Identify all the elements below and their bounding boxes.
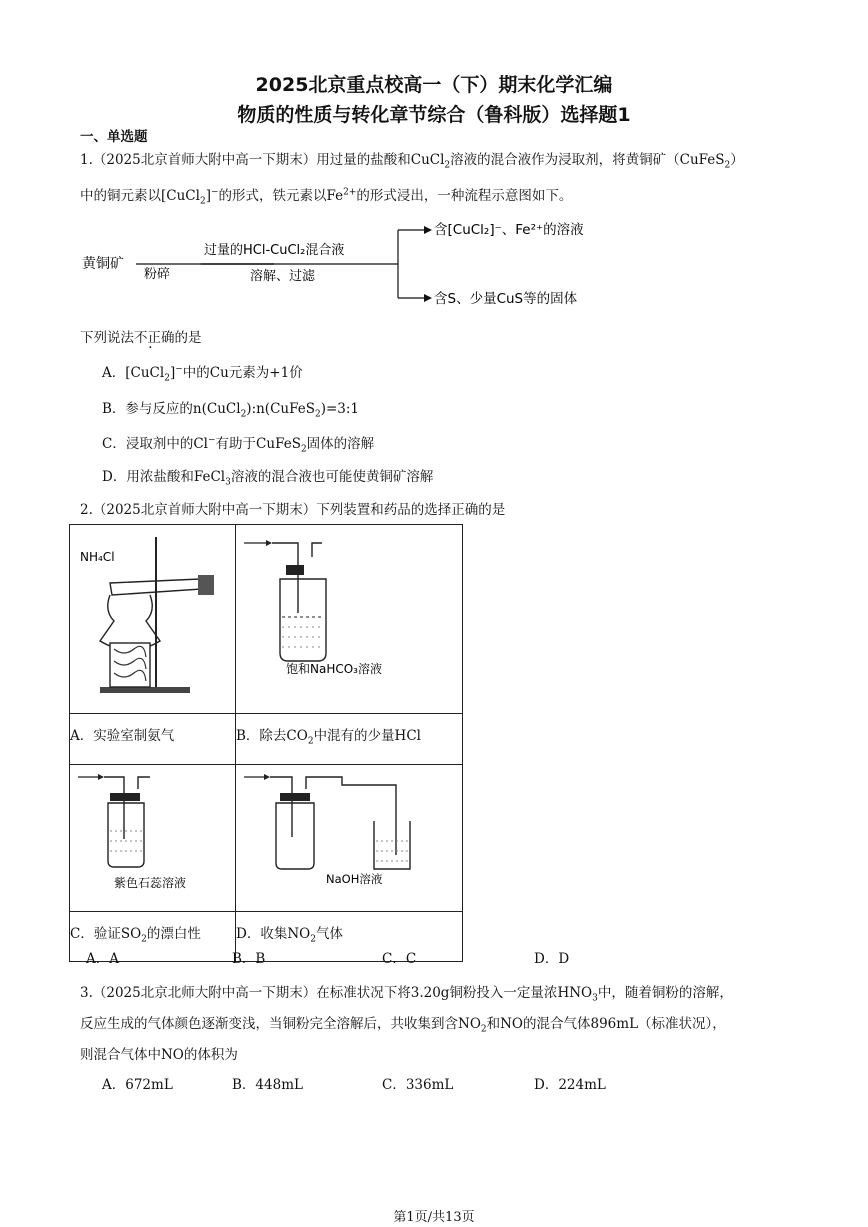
page-subtitle: 物质的性质与转化章节综合（鲁科版）选择题1: [237, 104, 631, 126]
q1-line1: 1.（2025北京首师大附中高一下期末）用过量的盐酸和CuCl$_2$溶液的混合液作为浸取剂，将黄铜矿（CuFeS$_2$）: [80, 152, 744, 171]
flow-process: 溶解、过滤: [250, 269, 316, 284]
apparatus-a-image: [70, 525, 236, 714]
q3-line1: 3.（2025北京北师大附中高一下期末）在标准状况下将3.20g铜粉投入一定量浓$HNO_3$中，随着铜粉的溶解，: [80, 985, 733, 1004]
svg-text:NH₄Cl: NH₄Cl: [80, 550, 115, 564]
q1-line2: 中的铜元素以[CuCl$_2$]−的形式，铁元素以$Fe^{2+}$的形式浸出，一种流程示意图如下。: [80, 187, 573, 207]
q1-option-c: C．浸取剂中的Cl−有助于CuFeS$_2$固体的溶解: [102, 435, 375, 455]
arrow-icon: [424, 226, 432, 234]
page-number: 第1页/共13页: [393, 1210, 475, 1225]
apparatus-table: [69, 524, 463, 962]
q3-line2: 反应生成的气体颜色逐渐变浅，当铜粉完全溶解后，共收集到含$NO_2$和NO的混合气体896mL（标准状况），: [80, 1016, 726, 1035]
q2-answer-b: B．B: [232, 951, 266, 967]
flow-start: 黄铜矿: [82, 256, 124, 272]
section-heading: 一、单选题: [80, 129, 148, 145]
page-title: 2025北京重点校高一（下）期末化学汇编: [255, 74, 613, 96]
svg-text:紫色石蕊溶液: 紫色石蕊溶液: [114, 875, 187, 890]
apparatus-b-caption: B．除去$CO_2$中混有的少量HCl: [236, 714, 463, 765]
flow-step1: 粉碎: [144, 267, 171, 282]
q3-answer-d: D．224mL: [534, 1077, 606, 1093]
svg-text:饱和NaHCO₃溶液: 饱和NaHCO₃溶液: [286, 662, 382, 676]
svg-text:NaOH溶液: NaOH溶液: [326, 871, 383, 886]
q1-stem: 下列说法不正确的是: [80, 330, 202, 346]
q2-answer-a: A．A: [86, 951, 119, 967]
apparatus-c-image: [70, 764, 236, 911]
q2-answer-d: D．D: [534, 951, 570, 967]
apparatus-c-caption: C．验证$SO_2$的漂白性: [70, 911, 236, 962]
flow-reagent: 过量的HCl-CuCl₂混合液: [204, 243, 345, 258]
apparatus-d-image: [236, 764, 463, 911]
q1-option-d: D．用浓盐酸和FeCl$_3$溶液的混合液也可能使黄铜矿溶解: [102, 469, 434, 488]
arrow-icon: [424, 294, 432, 302]
q3-answer-b: B．448mL: [232, 1077, 303, 1093]
q1-option-b: B．参与反应的n(CuCl$_2$):n(CuFeS$_2$)=3:1: [102, 401, 360, 420]
q2-answer-c: C．C: [382, 951, 417, 967]
apparatus-a-caption: A．实验室制氨气: [70, 714, 236, 765]
q1-option-a: A．[CuCl$_2$]−中的Cu元素为+1价: [102, 364, 303, 384]
q3-line3: 则混合气体中NO的体积为: [80, 1047, 238, 1063]
apparatus-d-caption: D．收集$NO_2$气体: [236, 911, 463, 962]
flow-out2: 含S、少量CuS等的固体: [434, 291, 578, 307]
q3-answer-a: A．672mL: [102, 1077, 173, 1093]
q3-answer-c: C．336mL: [382, 1077, 454, 1093]
flow-diagram: [78, 212, 638, 322]
apparatus-b-image: [236, 525, 463, 714]
flow-out1: 含[CuCl₂]⁻、Fe²⁺的溶液: [434, 222, 584, 238]
q2-stem: 2.（2025北京首师大附中高一下期末）下列装置和药品的选择正确的是: [80, 502, 506, 518]
